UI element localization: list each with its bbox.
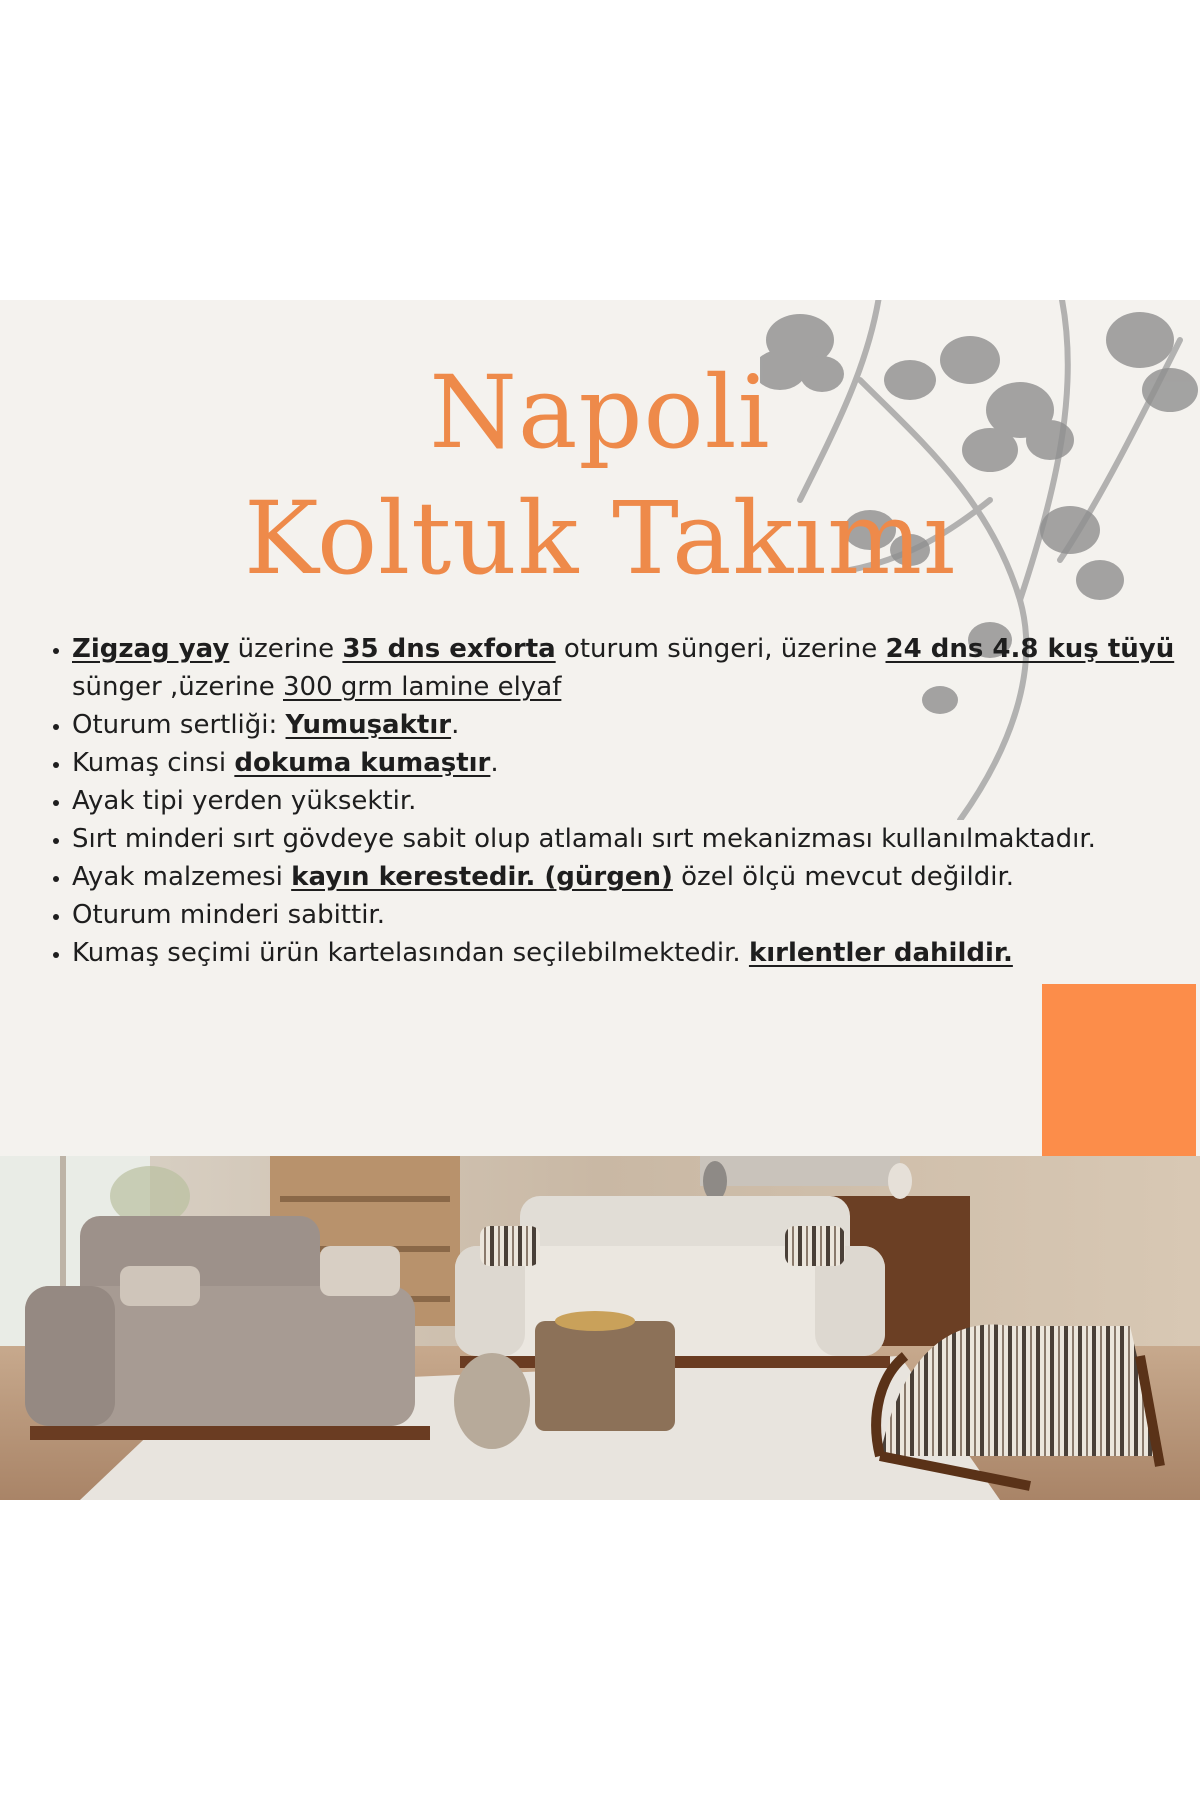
feature-text: Ayak tipi yerden yüksektir. (72, 786, 417, 816)
product-title-line2: Koltuk Takımı (243, 480, 957, 597)
feature-text: Kumaş cinsi (72, 748, 235, 778)
feature-item-fabric-type (72, 744, 1192, 782)
feature-text: üzerine (229, 634, 343, 664)
feature-item-back-cushion (72, 820, 1192, 858)
feature-text: Kumaş seçimi ürün kartelasından seçilebilmektedir. (72, 938, 749, 968)
feature-highlight: kırlentler dahildir. (748, 938, 1013, 968)
feature-item-leg-material (72, 858, 1192, 896)
feature-item-materials (72, 630, 1192, 706)
feature-item-seat-firmness (72, 706, 1192, 744)
feature-text: . (490, 748, 499, 778)
feature-highlight: dokuma kumaştır (234, 748, 491, 778)
orange-accent-block (1042, 984, 1196, 1156)
feature-text: Oturum sertliği: (72, 710, 286, 740)
feature-text: Oturum minderi sabittir. (72, 900, 385, 930)
feature-item-seat-cushion (72, 896, 1192, 934)
feature-text: Ayak malzemesi (72, 862, 292, 892)
feature-highlight: kayın kerestedir. (gürgen) (291, 862, 673, 892)
feature-underlined: 300 grm lamine elyaf (283, 672, 562, 702)
feature-list (42, 630, 1192, 972)
feature-highlight: Zigzag yay (72, 634, 230, 664)
feature-item-fabric-selection (72, 934, 1192, 972)
feature-text: özel ölçü mevcut değildir. (672, 862, 1015, 892)
feature-text: . (451, 710, 460, 740)
sofa-set-illustration (0, 1156, 1200, 1500)
product-title (0, 350, 1200, 602)
feature-text: Sırt minderi sırt gövdeye sabit olup atlamalı sırt mekanizması kullanılmaktadır. (72, 824, 1096, 854)
feature-highlight: 24 dns 4.8 kuş tüyü (885, 634, 1175, 664)
product-title-line1: Napoli (429, 354, 771, 471)
feature-text: sünger ,üzerine (72, 672, 283, 702)
feature-text: oturum süngeri, üzerine (555, 634, 886, 664)
feature-highlight: 35 dns exforta (342, 634, 556, 664)
living-room-photo (0, 1156, 1200, 1500)
product-info-panel (0, 300, 1200, 1500)
feature-item-leg-type (72, 782, 1192, 820)
feature-highlight: Yumuşaktır (285, 710, 452, 740)
